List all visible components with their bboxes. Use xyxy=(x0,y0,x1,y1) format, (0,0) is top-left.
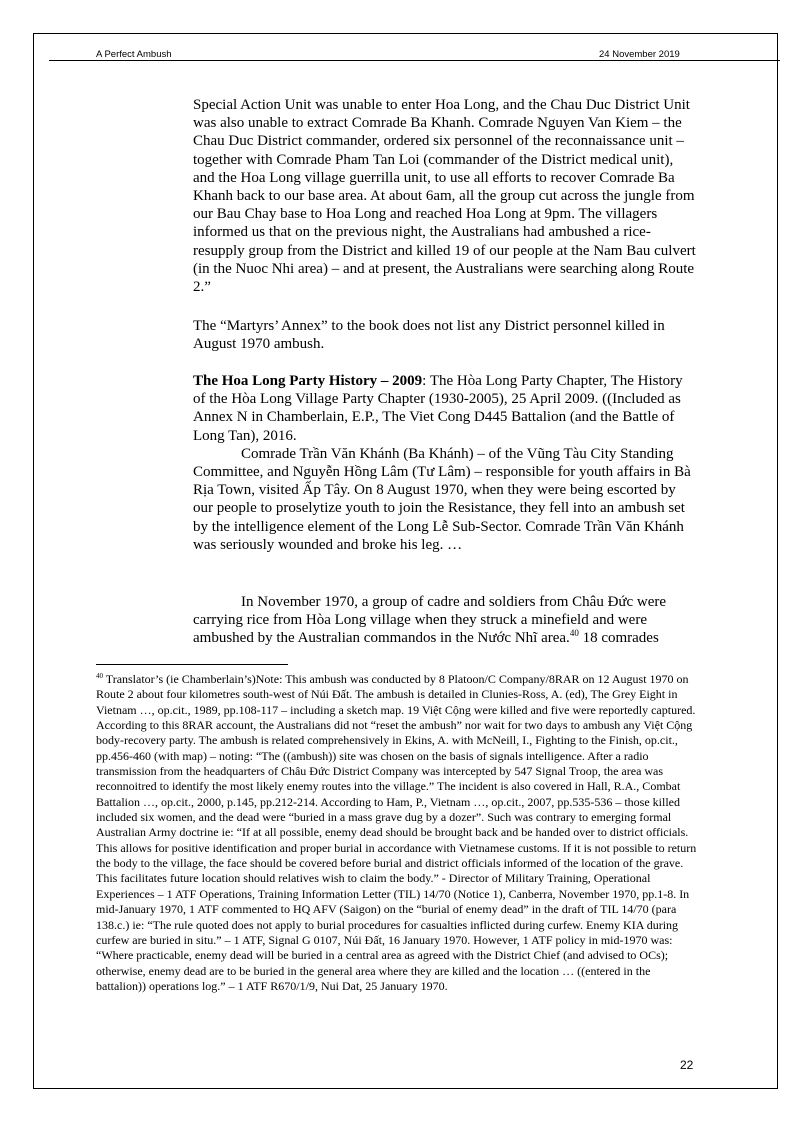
section-heading: The Hoa Long Party History – 2009 xyxy=(193,373,423,389)
paragraph-text: Special Action Unit was unable to enter Hoa Long, and the Chau Duc District Unit was also unable to extract Comrade Ba Khanh. Comrade Nguyen Van Kiem – the Chau Duc District commander, ordered six personnel of the reconnaissance unit – together with Comrade Pham Tan Loi (commander of the District medical unit), and the Hoa Long village guerrilla unit, to use all efforts to recover Comrade Ba Khanh back to our base area. At about 6am, all the group cut across the jungle from our Bau Chay base to Hoa Long and reached Hoa Long at 9pm. The villagers informed us that on the previous night, the Australians had ambushed a rice-resupply group from the District and killed 19 of our people at the Nam Bau culvert (in the Nuoc Nhi area) – and at present, the Australians were searching along Route 2.” xyxy=(193,97,696,296)
paragraph-text: In November 1970, a group of cadre and soldiers from Châu Đức were carrying rice from Hòa Long village when they struck a minefield and were ambushed by the Australian commandos in the Nước Nhĩ area. xyxy=(193,594,667,647)
footnote-separator xyxy=(96,664,288,665)
paragraph-tail: 18 comrades xyxy=(578,630,659,647)
page-number: 22 xyxy=(680,1058,694,1072)
header-title: A Perfect Ambush xyxy=(96,49,172,60)
body-paragraph-1 xyxy=(193,96,698,296)
body-paragraph-4 xyxy=(193,593,698,648)
quoted-paragraph: Comrade Trần Văn Khánh (Ba Khánh) – of the Vũng Tàu City Standing Committee, and Nguyễn Hồng Lâm (Tư Lâm) – responsible for youth affairs in Bà Rịa Town, visited Ấp Tây. On 8 August 1970, when they were being escorted by our people to proselytize youth to join the Resistance, they fell into an ambush set by the intelligence element of the Long Lễ Sub-Sector. Comrade Trần Văn Khánh was seriously wounded and broke his leg. … xyxy=(193,445,691,553)
body-paragraph-2 xyxy=(193,317,698,353)
footnote-text: Translator’s (ie Chamberlain’s)Note: This ambush was conducted by 8 Platoon/C Company/8RAR on 12 August 1970 on Route 2 about four kilometres south-west of Núi Đất. The ambush is detailed in Clunies-Ross, A. (ed), The Grey Eight in Vietnam …, op.cit., 1989, pp.108-117 – including a sketch map. 19 Việt Cộng were killed and five were reportedly captured. According to this 8RAR account, the Australians did not “reset the ambush” nor wait for two days to ambush any Việt Cộng body-recovery party. The ambush is related comprehensively in Ekins, A. with McNeill, I., Fighting to the Finish, op.cit., pp.456-460 (with map) – noting: “The ((ambush)) site was chosen on the basis of signals intelligence. After a radio transmission from the headquarters of Châu Đức District Company was intercepted by 547 Signal Troop, the area was reconnoitred to identify the most likely enemy routes into the village.” The incident is also covered in Hall, R.A., Combat Battalion …, op.cit., 2000, p.145, pp.212-214. According to Ham, P., Vietnam …, op.cit., 2007, pp.535-536 – those killed included six women, and the dead were “buried in a mass grave dug by a dozer”. Such was contrary to emerging formal Australian Army doctrine ie: “If at all possible, enemy dead should be brought back and be handed over to district officials. This allows for positive identification and proper burial in accordance with Vietnamese customs. If it is not possible to return the body to the village, the face should be covered before burial and district officials informed of the location of the grave. This facilitates future location should relatives wish to claim the body.” - Director of Military Training, Operational Experiences – 1 ATF Operations, Training Information Letter (TIL) 14/70 (Notice 1), Canberra, November 1970, pp.1-8. In mid-January 1970, 1 ATF commented to HQ AFV (Saigon) on the “burial of enemy dead” in the draft of TIL 14/70 (para 138.c.) ie: “The rule quoted does not apply to burial procedures for casualties inflicted during curfew. Enemy KIA during curfew are buried in situ.” – 1 ATF, Signal G 0107, Núi Đất, 16 January 1970. However, 1 ATF policy in mid-1970 was: “Where practicable, enemy dead will be buried in a central area as agreed with the District Chief (and advised to OCs); otherwise, enemy dead are to be buried in the general area where they are killed and the location … ((entered in the battalion)) operations log.” – 1 ATF R670/1/9, Nui Dat, 25 January 1970. xyxy=(96,672,697,993)
footnote xyxy=(96,672,700,994)
header-rule xyxy=(49,60,780,61)
body-paragraph-3 xyxy=(193,372,698,554)
paragraph-text: The “Martyrs’ Annex” to the book does not list any District personnel killed in August 1970 ambush. xyxy=(193,318,665,353)
footnote-number: 40 xyxy=(96,672,103,680)
paragraph-text: : The Hòa Long Party Chapter, The History of the Hòa Long Village Party Chapter (1930-2005), 25 April 2009. ((Included as Annex N in Chamberlain, E.P., The Viet Cong D445 Battalion (and the Battle of Long Tan), 2016. xyxy=(193,373,683,444)
footnote-reference: 40 xyxy=(569,628,579,639)
header-date: 24 November 2019 xyxy=(599,49,680,60)
